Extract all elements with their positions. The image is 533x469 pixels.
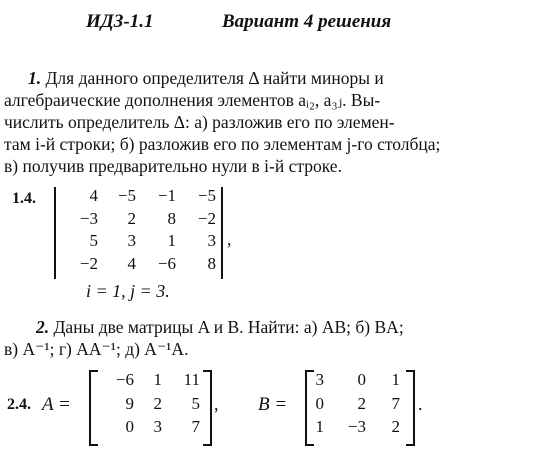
det-cell: −2 (197, 208, 216, 228)
matrix-b-cell: −3 (347, 417, 366, 436)
matrix-a (98, 370, 202, 441)
header-title: ИДЗ-1.1 (86, 11, 154, 32)
matrix-b-cell: 2 (391, 417, 400, 436)
matrix-a-cell: 3 (153, 417, 162, 436)
matrix-a-bracket-left (89, 370, 98, 446)
matrix-b-cell: 3 (315, 370, 324, 389)
problem1-line5: в) получив предварительно нули в i-й строке. (4, 156, 342, 176)
matrix-b-cell: 1 (315, 417, 324, 436)
determinant-label: 1.4. (12, 190, 36, 207)
problem1-line1 (28, 68, 384, 89)
matrix-b-name: B = (258, 394, 288, 415)
problem2-line1 (36, 317, 404, 338)
matrix-a-cell: 2 (153, 393, 162, 413)
det-cell: −1 (157, 186, 176, 205)
matrix-b (308, 370, 402, 441)
problem1-line3: числить определитель Δ: а) разложив его по элемен- (4, 112, 395, 132)
matrix-a-cell: 5 (191, 393, 200, 413)
determinant-indices: i = 1, j = 3. (86, 281, 170, 301)
determinant-bar-left (54, 187, 56, 279)
problem1-line2: алгебраические дополнения элементов aᵢ₂, a₃ⱼ. Вы- (4, 90, 381, 110)
matrix-a-bracket-right (203, 370, 212, 446)
det-cell: 1 (167, 231, 176, 250)
determinant-comma: , (227, 229, 232, 249)
det-cell: 4 (127, 253, 136, 273)
matrix-b-cell: 0 (357, 370, 366, 389)
det-cell: 3 (207, 231, 216, 250)
problem1-number: 1. (28, 68, 42, 88)
matrix-b-cell: 0 (315, 393, 324, 413)
det-cell: −5 (197, 186, 216, 205)
det-cell: −3 (79, 208, 98, 228)
problem2-line1-text: Даны две матрицы A и B. Найти: а) AB; б) BA; (53, 317, 404, 337)
det-cell: 2 (127, 208, 136, 228)
matrix-b-cell: 1 (391, 370, 400, 389)
matrix-a-cell: 0 (125, 417, 134, 436)
problem1-line4: там i-й строки; б) разложив его по элементам j-го столбца; (4, 134, 441, 154)
det-cell: −6 (157, 253, 176, 273)
header-variant: Вариант 4 решения (222, 11, 392, 32)
det-cell: −5 (117, 186, 136, 205)
det-cell: 8 (207, 253, 216, 273)
matrix-a-cell: 7 (191, 417, 200, 436)
determinant-bar-right (221, 187, 223, 279)
matrix-b-cell: 2 (357, 393, 366, 413)
matrix-a-name: A = (42, 394, 71, 415)
matrix-b-cell: 7 (391, 393, 400, 413)
problem2-line2: в) A⁻¹; г) AA⁻¹; д) A⁻¹A. (4, 339, 189, 359)
problem1-line1-text: Для данного определителя Δ найти миноры и (45, 68, 384, 88)
matrix-a-comma: , (214, 394, 219, 414)
matrix-b-bracket-right (406, 370, 415, 446)
det-cell: 8 (167, 208, 176, 228)
matrix-b-period: . (418, 394, 423, 414)
det-cell: −2 (79, 253, 98, 273)
problem2-number: 2. (36, 317, 50, 337)
det-cell: 5 (89, 231, 98, 250)
det-cell: 3 (127, 231, 136, 250)
matrix-a-cell: 9 (125, 393, 134, 413)
det-cell: 4 (89, 186, 98, 205)
determinant-matrix (60, 186, 218, 276)
matrices-label: 2.4. (7, 396, 31, 413)
matrix-a-cell: 1 (153, 370, 162, 389)
matrix-a-cell: 11 (183, 370, 200, 389)
matrix-a-cell: −6 (115, 370, 134, 389)
